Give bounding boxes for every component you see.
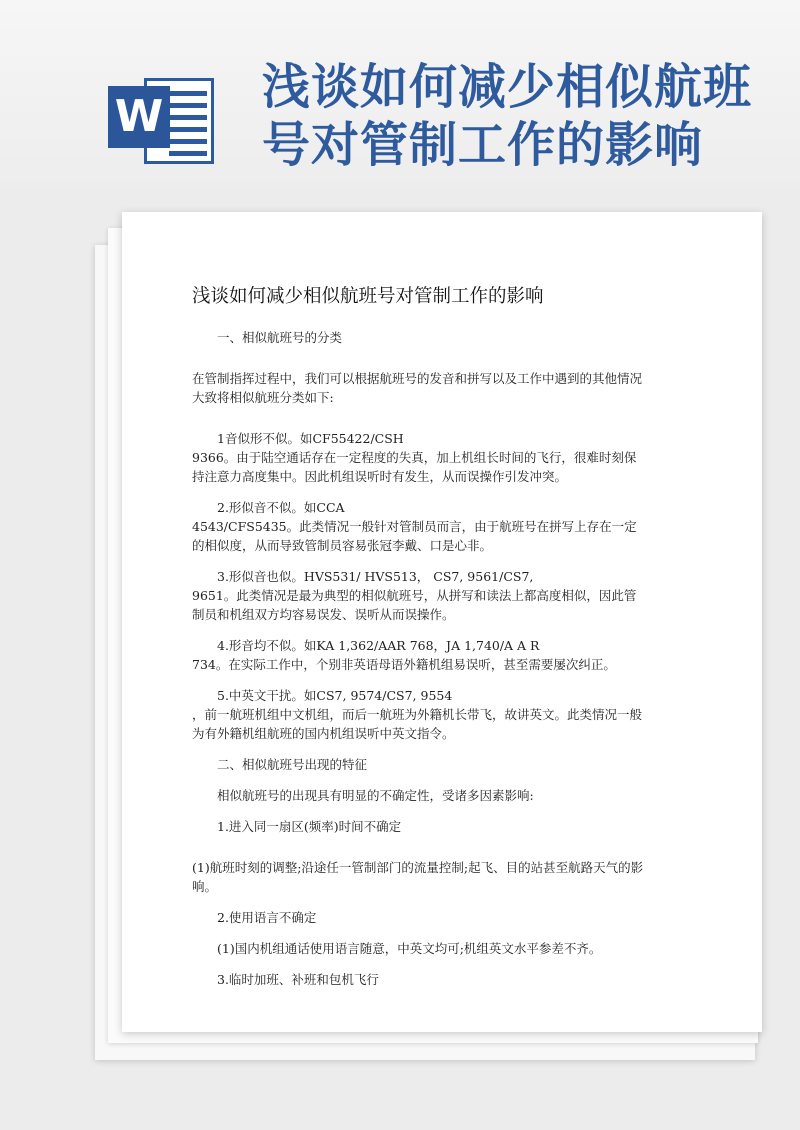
paragraph: 相似航班号的出现具有明显的不确定性，受诸多因素影响: [217, 788, 534, 803]
banner-title: 浅谈如何减少相似航班号对管制工作的影响 [262, 59, 753, 173]
paragraph: ，前一航班机组中文机组，而后一航班为外籍机长带飞，故讲英文。此类情况一般为有外籍机组航班的国内机组误听中英文指令。 [192, 707, 643, 741]
section-heading: 二、相似航班号出现的特征 [217, 757, 368, 772]
paragraph: (1)航班时刻的调整;沿途任一管制部门的流量控制;起飞、目的站甚至航路天气的影响。 [192, 860, 644, 894]
list-item: 3.形似音也似。HVS531/ HVS513， CS7, 9561/CS7, [217, 569, 534, 584]
banner [0, 0, 800, 190]
word-logo-letter: W [108, 86, 170, 148]
paragraph: 9366。由于陆空通话存在一定程度的失真，加上机组长时间的飞行，很难时刻保持注意力高度集中。因此机组误听时有发生，从而误操作引发冲突。 [192, 450, 637, 484]
document-title: 浅谈如何减少相似航班号对管制工作的影响 [192, 286, 544, 307]
paragraph: 4543/CFS5435。此类情况一般针对管制员而言，由于航班号在拼写上存在一定的相似度，从而导致管制员容易张冠李戴、口是心非。 [192, 519, 637, 553]
list-item: 2.形似音不似。如CCA [217, 500, 345, 515]
paragraph: 在管制指挥过程中，我们可以根据航班号的发音和拼写以及工作中遇到的其他情况大致将相似航班分类如下: [192, 371, 643, 405]
list-item: 1音似形不似。如CF55422/CSH [217, 431, 404, 446]
document-page [122, 212, 762, 1032]
list-item: 2.使用语言不确定 [217, 910, 317, 925]
paragraph: 734。在实际工作中，个别非英语母语外籍机组易误听，甚至需要屡次纠正。 [192, 657, 616, 672]
word-document-icon [108, 68, 214, 164]
paragraph: (1)国内机组通话使用语言随意，中英文均可;机组英文水平参差不齐。 [217, 941, 602, 956]
paragraph: 9651。此类情况是最为典型的相似航班号，从拼写和读法上都高度相似，因此管制员和机组双方均容易误发、误听从而误操作。 [192, 588, 637, 622]
list-item: 3.临时加班、补班和包机飞行 [217, 972, 379, 987]
list-item: 4.形音均不似。如KA 1,362/AAR 768，JA 1,740/A A R [217, 638, 540, 653]
section-heading: 一、相似航班号的分类 [217, 330, 343, 345]
document-content [192, 284, 647, 989]
list-item: 1.进入同一扇区(频率)时间不确定 [217, 819, 402, 834]
list-item: 5.中英文干扰。如CS7, 9574/CS7, 9554 [217, 688, 453, 703]
